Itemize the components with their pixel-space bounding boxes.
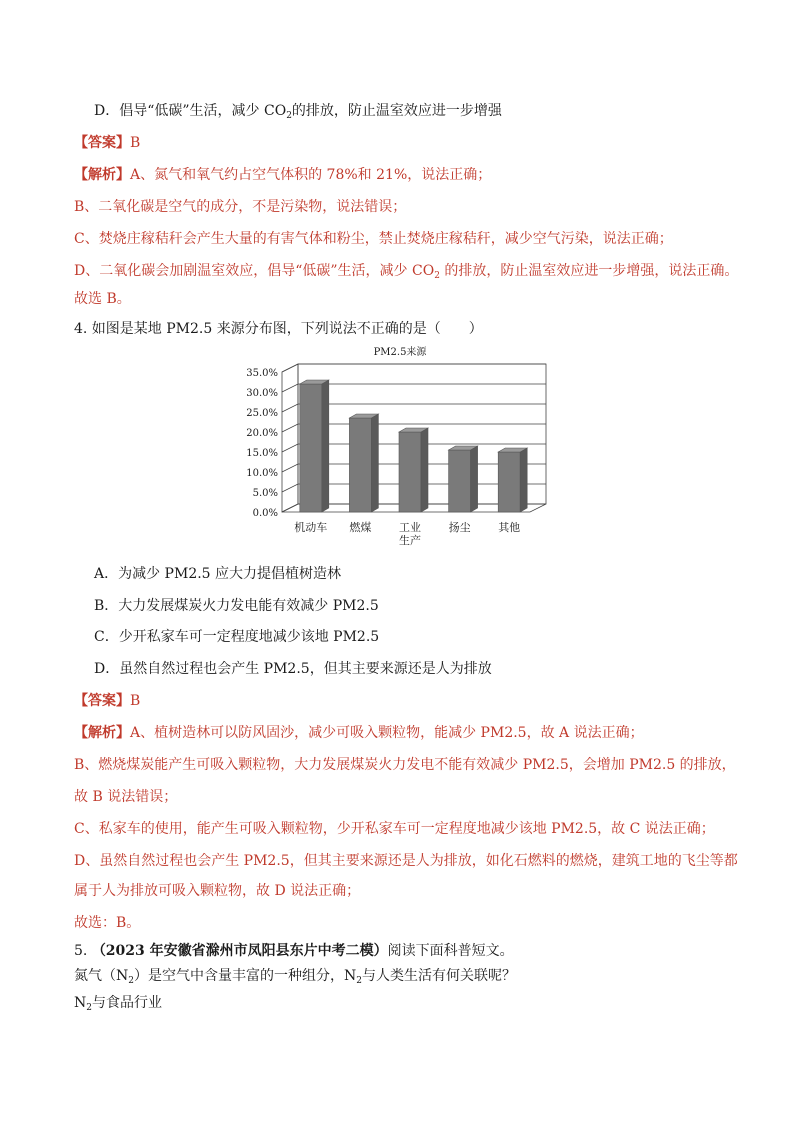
q4-analysis-5: D、虽然自然过程也会产生 PM2.5，但其主要来源还是人为排放，如化石燃料的燃烧，建筑工地的飞尘等都 bbox=[74, 853, 738, 869]
q4-option-d: D．虽然自然过程也会产生 PM2.5，但其主要来源还是人为排放 bbox=[94, 661, 492, 677]
chart-y-tick-label: 25.0% bbox=[246, 408, 278, 419]
q3-analysis-d-prefix: D、二氧化碳会加剧温室效应，倡导“低碳”生活，减少 CO bbox=[74, 263, 435, 279]
chart-y-tick-label: 10.0% bbox=[246, 468, 278, 479]
q3-answer-value: B bbox=[130, 135, 141, 151]
chart-bar bbox=[399, 432, 421, 512]
q5-intro: 阅读下面科普短文。 bbox=[387, 943, 514, 959]
chart-x-tick-label: 其他 bbox=[498, 521, 521, 534]
pm25-bar-chart bbox=[230, 342, 560, 552]
chart-x-tick-label: 扬尘 bbox=[448, 521, 471, 534]
q3-option-d bbox=[94, 101, 502, 126]
q5-source: （2023 年安徽省滁州市凤阳县东片中考二模） bbox=[91, 943, 388, 959]
chart-y-tick-label: 20.0% bbox=[246, 428, 278, 439]
q5-line2-b: ）是空气中含量丰富的一种组分，N bbox=[133, 968, 357, 984]
q5-line-3 bbox=[74, 993, 162, 1018]
q4-answer-value: B bbox=[130, 693, 141, 709]
chart-bar bbox=[300, 384, 322, 512]
q4-analysis-tag: 【解析】 bbox=[74, 725, 130, 741]
q5-line3-sub: 2 bbox=[86, 1003, 92, 1013]
q3-option-d-sub: 2 bbox=[286, 111, 292, 121]
chart-x-tick-label: 燃煤 bbox=[349, 521, 372, 534]
q4-analysis-1 bbox=[74, 723, 644, 743]
q4-answer-tag: 【答案】 bbox=[74, 693, 130, 709]
chart-bar-side bbox=[371, 414, 378, 512]
q4-answer bbox=[74, 691, 140, 711]
chart-bar-side bbox=[520, 448, 527, 512]
q5-line2-c: 与人类生活有何关联呢？ bbox=[361, 968, 516, 984]
q3-analysis-line-a: A、氮气和氧气约占空气体积的 78%和 21%，说法正确； bbox=[130, 167, 492, 183]
chart-bar-side bbox=[421, 428, 428, 512]
q5-line2-a: 氮气（N bbox=[74, 968, 129, 984]
q4-conclusion: 故选：B。 bbox=[74, 915, 141, 931]
q3-analysis-b: B、二氧化碳是空气的成分，不是污染物，说法错误； bbox=[74, 199, 407, 215]
chart-bar bbox=[449, 450, 471, 512]
q3-conclusion: 故选 B。 bbox=[74, 291, 131, 307]
chart-title: PM2.5来源 bbox=[373, 347, 427, 358]
chart-y-tick-label: 0.0% bbox=[252, 508, 278, 519]
chart-y-tick-label: 30.0% bbox=[246, 388, 278, 399]
q5-line3-b: 与食品行业 bbox=[91, 995, 162, 1011]
chart-bar bbox=[349, 418, 371, 512]
chart-x-tick-label: 生产 bbox=[399, 534, 421, 547]
q4-option-c: C．少开私家车可一定程度地减少该地 PM2.5 bbox=[94, 629, 380, 645]
chart-x-tick-label: 机动车 bbox=[294, 521, 328, 534]
q5-line3-a: N bbox=[74, 995, 87, 1011]
chart-side-wall bbox=[282, 364, 298, 512]
q3-analysis-d-sub: 2 bbox=[434, 271, 440, 281]
q4-analysis-line-1: A、植树造林可以防风固沙，减少可吸入颗粒物，能减少 PM2.5，故 A 说法正确； bbox=[130, 725, 644, 741]
chart-y-tick-label: 35.0% bbox=[246, 368, 278, 379]
q3-answer-tag: 【答案】 bbox=[74, 135, 130, 151]
q3-option-d-suffix: 的排放，防止温室效应进一步增强 bbox=[291, 103, 502, 119]
q4-option-a: A．为减少 PM2.5 应大力提倡植树造林 bbox=[94, 566, 342, 582]
q5-line2-sub1: 2 bbox=[128, 976, 134, 986]
q3-analysis-a bbox=[74, 165, 491, 185]
chart-y-tick-label: 15.0% bbox=[246, 448, 278, 459]
chart-bar-side bbox=[322, 380, 329, 512]
q4-analysis-4: C、私家车的使用，能产生可吸入颗粒物，少开私家车可一定程度地减少该地 PM2.5，故 C 说法正确； bbox=[74, 821, 715, 837]
q4-analysis-6: 属于人为排放可吸入颗粒物，故 D 说法正确； bbox=[74, 883, 361, 899]
q5-number: 5. bbox=[74, 943, 88, 959]
q3-option-d-prefix: D．倡导“低碳”生活，减少 CO bbox=[94, 103, 287, 119]
chart-gridline bbox=[282, 364, 546, 372]
q4-stem: 4. 如图是某地 PM2.5 来源分布图，下列说法不正确的是（ ） bbox=[74, 321, 483, 337]
q3-analysis-tag: 【解析】 bbox=[74, 167, 130, 183]
q5-line-2 bbox=[74, 966, 516, 991]
q5-heading bbox=[74, 941, 514, 961]
q3-answer bbox=[74, 133, 140, 153]
q3-analysis-c: C、焚烧庄稼秸秆会产生大量的有害气体和粉尘，禁止焚烧庄稼秸秆，减少空气污染，说法正确； bbox=[74, 231, 673, 247]
q5-line2-sub2: 2 bbox=[356, 976, 362, 986]
q4-analysis-2: B、燃烧煤炭能产生可吸入颗粒物，大力发展煤炭火力发电不能有效减少 PM2.5，会增加 PM2.5 的排放， bbox=[74, 757, 736, 773]
chart-bar-side bbox=[471, 446, 478, 512]
chart-x-tick-label: 工业 bbox=[399, 521, 421, 534]
q4-option-b: B．大力发展煤炭火力发电能有效减少 PM2.5 bbox=[94, 598, 379, 614]
chart-y-tick-label: 5.0% bbox=[252, 488, 278, 499]
q3-analysis-d-suffix: 的排放，防止温室效应进一步增强，说法正确。 bbox=[439, 263, 739, 279]
q3-analysis-d bbox=[74, 261, 738, 286]
chart-bar bbox=[498, 452, 520, 512]
q4-analysis-3: 故 B 说法错误； bbox=[74, 789, 178, 805]
